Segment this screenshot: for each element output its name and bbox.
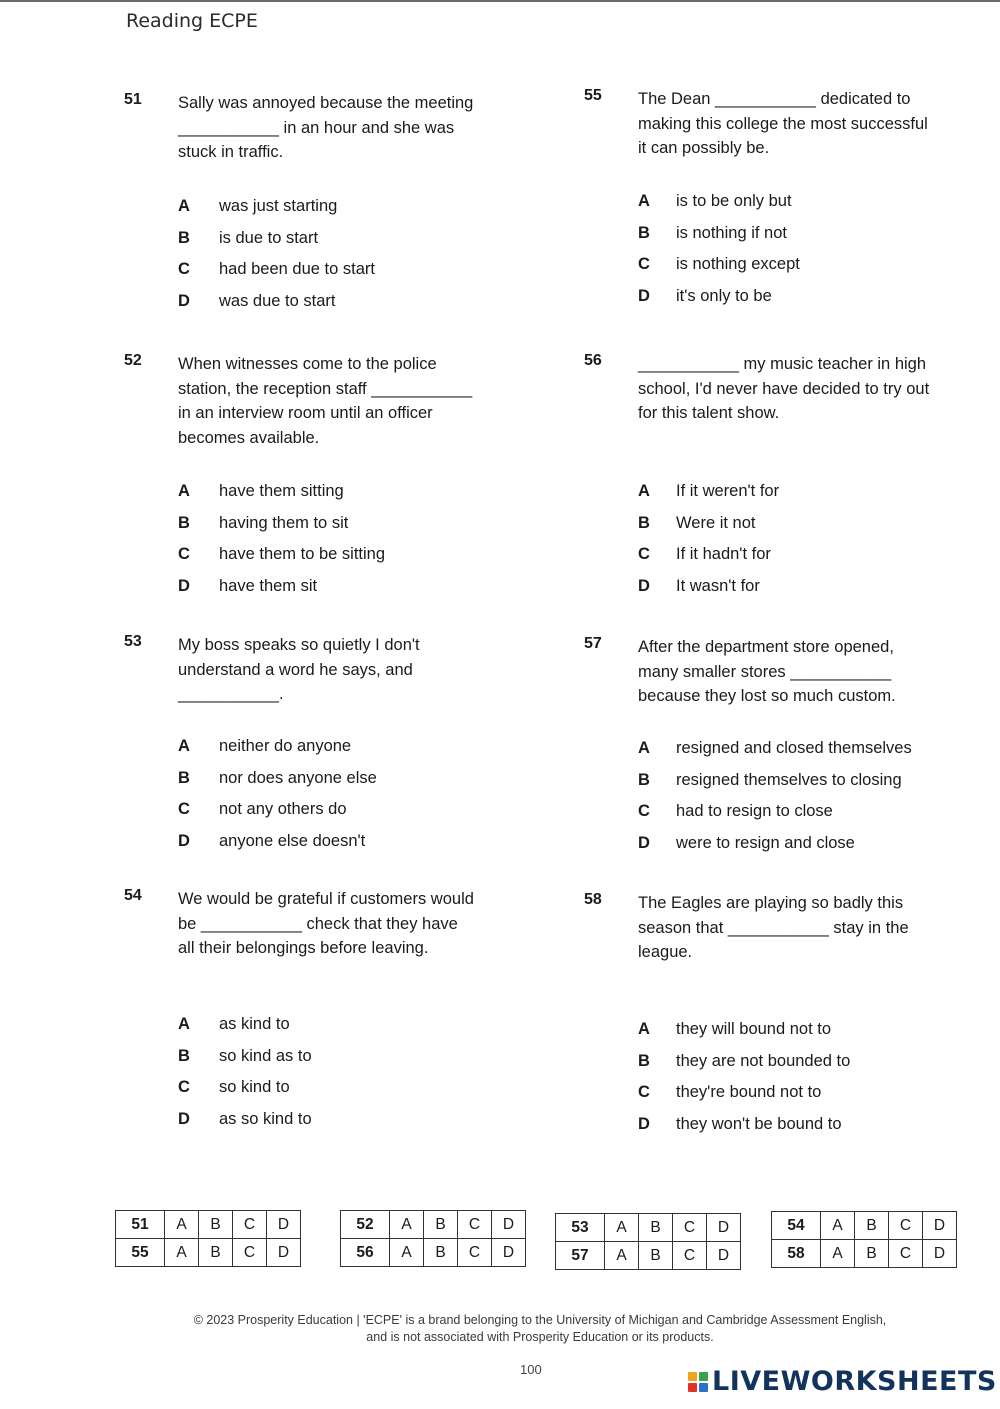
answer-choice[interactable]: A — [165, 1239, 199, 1267]
answer-row-number: 53 — [556, 1214, 605, 1242]
option-letter: D — [638, 576, 650, 595]
answer-row — [116, 1239, 301, 1267]
option-text: If it weren't for — [676, 482, 780, 500]
option-text: having them to sit — [219, 513, 349, 532]
answer-choice[interactable]: C — [458, 1211, 492, 1239]
question-stem: My boss speaks so quietly I don't understand a word he says, and ___________. — [178, 636, 420, 703]
option-letter: A — [638, 192, 650, 210]
option-text: have them sitting — [219, 482, 344, 500]
option-letter: A — [178, 737, 190, 755]
answer-choice[interactable]: D — [492, 1211, 526, 1239]
option-letter: B — [178, 513, 190, 532]
copyright-line-1: © 2023 Prosperity Education | 'ECPE' is a brand belonging to the University of Michigan and Cambridge Assessment English, — [193, 1313, 887, 1327]
option-letter: A — [178, 1015, 190, 1033]
answer-grid-2 — [340, 1210, 526, 1267]
answer-choice[interactable]: C — [889, 1240, 923, 1268]
copyright-footer — [100, 1312, 980, 1346]
answer-row-number: 57 — [556, 1242, 605, 1270]
top-rule — [0, 0, 1000, 2]
option-letter: A — [638, 739, 650, 757]
option-letter: C — [638, 1083, 650, 1101]
option-letter: D — [178, 576, 190, 595]
question-number: 57 — [584, 635, 602, 652]
answer-choice[interactable]: C — [458, 1239, 492, 1267]
brand-text: LIVEWORKSHEETS — [712, 1366, 997, 1397]
answer-choice[interactable]: A — [605, 1242, 639, 1270]
option-letter: A — [638, 1020, 650, 1038]
option-text: resigned and closed themselves — [676, 739, 912, 757]
option-text: resigned themselves to closing — [676, 770, 902, 789]
copyright-line-2: and is not associated with Prosperity Education or its products. — [366, 1330, 714, 1344]
option-letter: D — [178, 831, 190, 850]
option-text: it's only to be — [676, 286, 772, 305]
option-letter: C — [178, 260, 190, 278]
option-letter: D — [178, 291, 190, 310]
option-letter: B — [638, 770, 650, 789]
option-text: they won't be bound to — [676, 1114, 842, 1133]
answer-choice[interactable]: C — [233, 1239, 267, 1267]
answer-grid-4 — [771, 1211, 957, 1268]
question-number: 53 — [124, 633, 142, 650]
answer-choice[interactable]: B — [855, 1212, 889, 1240]
page-number: 100 — [520, 1362, 542, 1377]
question-number: 52 — [124, 352, 142, 369]
answer-row-number: 54 — [772, 1212, 821, 1240]
answer-choice[interactable]: C — [673, 1214, 707, 1242]
option-text: had been due to start — [219, 260, 375, 278]
question-stem: When witnesses come to the police station, the reception staff ___________ in an interview room until an officer becomes available. — [178, 355, 473, 447]
option-text: had to resign to close — [676, 802, 833, 820]
option-text: If it hadn't for — [676, 545, 771, 563]
question-stem: The Dean ___________ dedicated to making this college the most successful it can possibly be. — [638, 90, 928, 157]
option-text: nor does anyone else — [219, 768, 377, 787]
question-number: 56 — [584, 352, 602, 369]
question-number: 51 — [124, 91, 142, 108]
answer-grid-3 — [555, 1213, 741, 1270]
answer-choice[interactable]: B — [424, 1239, 458, 1267]
option-text: was just starting — [219, 197, 338, 215]
option-text: is nothing if not — [676, 223, 787, 242]
answer-choice[interactable]: A — [390, 1239, 424, 1267]
option-text: have them sit — [219, 576, 318, 595]
question-stem: After the department store opened, many smaller stores ___________ because they lost so much custom. — [638, 638, 896, 705]
question-stem: We would be grateful if customers would be ___________ check that they have all their belongings before leaving. — [178, 890, 474, 957]
option-letter: C — [178, 1078, 190, 1096]
question-number: 55 — [584, 87, 602, 104]
option-text: have them to be sitting — [219, 545, 386, 563]
page-header: Reading ECPE — [126, 10, 258, 32]
question-stem: The Eagles are playing so badly this season that ___________ stay in the league. — [638, 894, 909, 961]
option-text: they are not bounded to — [676, 1051, 851, 1070]
answer-choice[interactable]: A — [605, 1214, 639, 1242]
option-letter: D — [638, 833, 650, 852]
option-text: It wasn't for — [676, 576, 760, 595]
answer-choice[interactable]: A — [821, 1240, 855, 1268]
answer-choice[interactable]: A — [165, 1211, 199, 1239]
option-text: Were it not — [676, 513, 756, 532]
answer-row — [556, 1242, 741, 1270]
answer-choice[interactable]: B — [199, 1239, 233, 1267]
option-text: as so kind to — [219, 1109, 312, 1128]
liveworksheets-logo-icon — [688, 1372, 708, 1392]
answer-choice[interactable]: D — [923, 1212, 957, 1240]
answer-choice[interactable]: B — [424, 1211, 458, 1239]
answer-choice[interactable]: B — [639, 1214, 673, 1242]
option-letter: D — [178, 1109, 190, 1128]
option-letter: B — [638, 513, 650, 532]
answer-row — [341, 1239, 526, 1267]
option-letter: C — [178, 800, 190, 818]
answer-choice[interactable]: D — [267, 1239, 301, 1267]
option-letter: C — [638, 545, 650, 563]
answer-row-number: 55 — [116, 1239, 165, 1267]
question-number: 54 — [124, 887, 142, 904]
option-text: is due to start — [219, 228, 319, 247]
answer-choice[interactable]: D — [492, 1239, 526, 1267]
option-letter: A — [178, 482, 190, 500]
option-letter: B — [178, 228, 190, 247]
option-text: was due to start — [219, 291, 336, 310]
option-text: neither do anyone — [219, 737, 352, 755]
option-text: they will bound not to — [676, 1020, 832, 1038]
answer-row-number: 58 — [772, 1240, 821, 1268]
answer-row-number: 56 — [341, 1239, 390, 1267]
answer-choice[interactable]: C — [673, 1242, 707, 1270]
answer-choice[interactable]: D — [923, 1240, 957, 1268]
option-text: so kind as to — [219, 1046, 312, 1065]
answer-choice[interactable]: D — [267, 1211, 301, 1239]
option-letter: D — [638, 1114, 650, 1133]
option-letter: C — [638, 255, 650, 273]
option-letter: C — [638, 802, 650, 820]
answer-row — [341, 1211, 526, 1239]
option-letter: A — [638, 482, 650, 500]
answer-grid-1 — [115, 1210, 301, 1267]
question-stem: Sally was annoyed because the meeting ___________ in an hour and she was stuck in traffic. — [178, 94, 474, 161]
answer-row — [116, 1211, 301, 1239]
option-text: were to resign and close — [676, 833, 855, 852]
answer-row — [556, 1214, 741, 1242]
answer-row-number: 52 — [341, 1211, 390, 1239]
option-text: not any others do — [219, 800, 347, 818]
liveworksheets-brand[interactable] — [688, 1366, 997, 1397]
answer-row-number: 51 — [116, 1211, 165, 1239]
question-number: 58 — [584, 891, 602, 908]
answer-row — [772, 1212, 957, 1240]
option-letter: B — [178, 768, 190, 787]
option-text: is to be only but — [676, 192, 792, 210]
answer-choice[interactable]: C — [233, 1211, 267, 1239]
option-text: they're bound not to — [676, 1083, 822, 1101]
option-text: anyone else doesn't — [219, 831, 366, 850]
answer-choice[interactable]: B — [199, 1211, 233, 1239]
option-letter: D — [638, 286, 650, 305]
option-text: is nothing except — [676, 255, 800, 273]
option-text: so kind to — [219, 1078, 290, 1096]
option-letter: B — [178, 1046, 190, 1065]
answer-row — [772, 1240, 957, 1268]
option-letter: B — [638, 1051, 650, 1070]
option-letter: B — [638, 223, 650, 242]
option-letter: C — [178, 545, 190, 563]
option-letter: A — [178, 197, 190, 215]
answer-choice[interactable]: D — [707, 1214, 741, 1242]
answer-choice[interactable]: C — [889, 1212, 923, 1240]
answer-choice[interactable]: D — [707, 1242, 741, 1270]
answer-choice[interactable]: B — [639, 1242, 673, 1270]
answer-choice[interactable]: A — [390, 1211, 424, 1239]
question-stem: ___________ my music teacher in high school, I'd never have decided to try out for this talent show. — [638, 355, 930, 422]
answer-choice[interactable]: A — [821, 1212, 855, 1240]
answer-choice[interactable]: B — [855, 1240, 889, 1268]
option-text: as kind to — [219, 1015, 290, 1033]
